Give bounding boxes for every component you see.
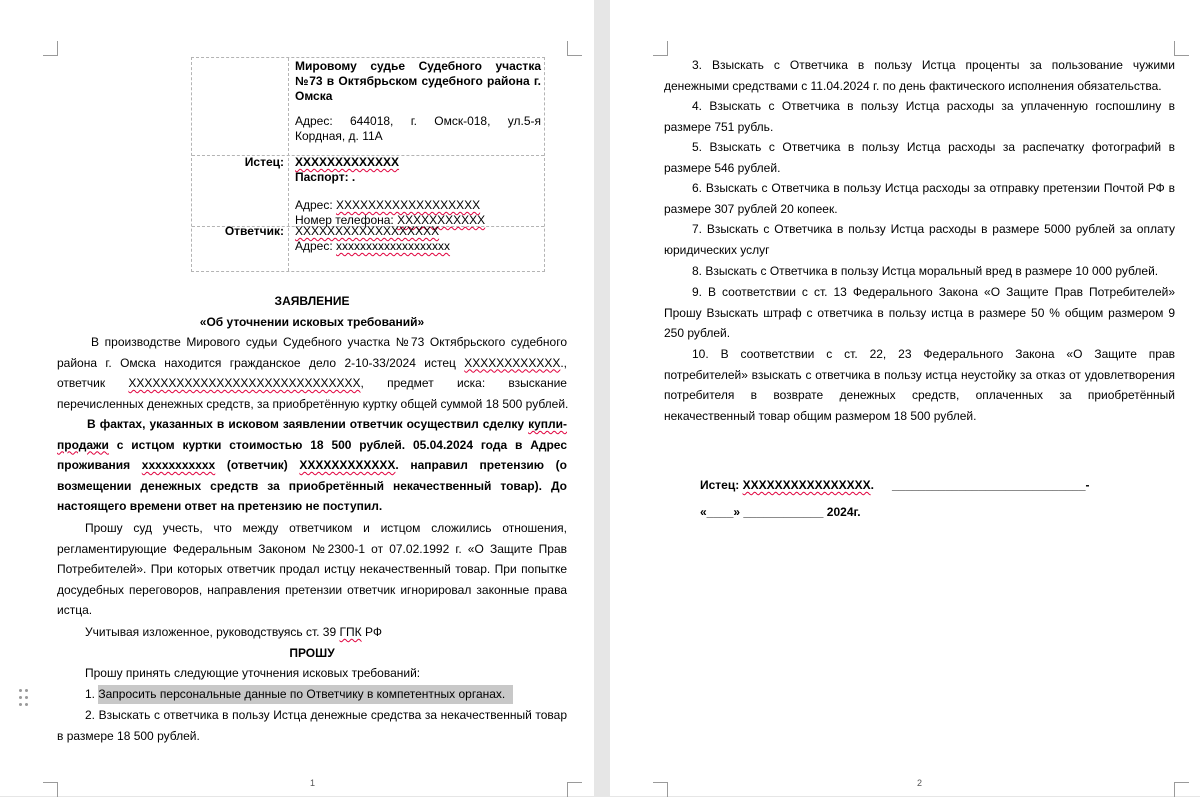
document-title: ЗАЯВЛЕНИЕ [274,294,350,308]
heading-prosu: ПРОШУ [289,646,335,660]
header-table [191,57,545,272]
court-addressee: Мировому судье Судебного участка №73 в Октябрьском судебного района г. Омска [295,59,541,103]
signature-line: _____________________________- [891,478,1090,492]
margin-corner-top-left [43,41,58,56]
defendant-label: Ответчик: [224,224,284,238]
paragraph-case-intro: В производстве Мирового судьи Судебного участка №73 Октябрьского судебного района г. Омска находится гражданское дело 2-10-33/2024 истец XXXXXXXXXXXX., ответчик XXXXXXXXXXXXXXXXXXXXXXXXXXXXX, предмет иска: взыскание перечисленных денежных средств, за приобретённую куртку общей суммой 18 500 рублей. [57,335,569,411]
court-address: Адрес: 644018, г. Омск-018, ул.5-я Кордная, д. 11А [295,114,541,143]
margin-corner-bottom-left [43,782,58,797]
paragraph-request-intro: Прошу принять следующие уточнения исковых требований: [85,666,421,680]
selected-text[interactable]: Запросить персональные данные по Ответчику в компетентных органах. [98,685,513,704]
list-item-7: 7. Взыскать с Ответчика в пользу Истца расходы в размере 5000 рублей за оплату юридических услуг [664,222,1175,257]
list-item-5: 5. Взыскать с Ответчика в пользу Истца расходы за распечатку фотографий в размере 546 рублей. [664,140,1175,175]
paragraph-considering: Учитывая изложенное, руководствуясь ст. 39 ГПК РФ [85,625,382,639]
margin-corner-bottom-right [1174,782,1189,797]
page-number: 1 [310,778,316,788]
drag-handle-icon[interactable] [19,689,29,709]
list-item-8: 8. Взыскать с Ответчика в пользу Истца моральный вред в размере 10 000 рублей. [692,264,1159,278]
date-line: «____» ____________ 2024г. [700,504,861,519]
margin-corner-bottom-left [653,782,668,797]
margin-corner-top-left [653,41,668,56]
list-item-2: 2. Взыскать с ответчика в пользу Истца денежные средства за некачественный товар в размере 18 500 рублей. [57,708,567,743]
document-subtitle: «Об уточнении исковых требований» [199,315,425,329]
paragraph-facts: В фактах, указанных в исковом заявлении ответчик осуществил сделку купли- продажи с истцом куртки стоимостью 18 500 рублей. 05.04.2024 года в Адрес проживания xxxxxxxxxxx (ответчик) XXXXXXXXXXXX. направил претензию (о возмещении денежных средств за приобретённый некачественный товар). До настоящего времени ответ на претензию не поступил. [57,417,568,514]
defendant-info: XXXXXXXXXXXXXXXXXX Адрес: xxxxxxxxxxxxxxxxxxx [295,224,451,253]
plaintiff-info: XXXXXXXXXXXXX Паспорт: . Адрес: XXXXXXXXXXXXXXXXXX Номер телефона: XXXXXXXXXXX [295,155,486,227]
list-item-4: 4. Взыскать с Ответчика в пользу Истца расходы за уплаченную госпошлину в размере 751 рубль. [664,99,1175,134]
list-item-9: 9. В соответствии с ст. 13 Федерального Закона «О Защите Прав Потребителей» Прошу Взыскать штраф с ответчика в пользу истца в размере 50 % общим размером 9 250 рублей. [664,285,1175,341]
list-item-6: 6. Взыскать с Ответчика в пользу Истца расходы за отправку претензии Почтой РФ в размере 307 рублей 20 копеек. [664,181,1175,216]
list-item-10: 10. В соответствии с ст. 22, 23 Федерального Закона «О Защите прав потребителей» взыскать с ответчика в пользу истца неустойку за отказ от удовлетворения потребителя в возврате денежных средств, оплаченных за приобретённый некачественный товар общим размером 18 500 рублей. [664,347,1175,423]
paragraph-relations: Прошу суд учесть, что между ответчиком и истцом сложились отношения, регламентирующие Федеральным Законом №2300-1 от 07.02.1992 г. «О Защите Прав Потребителей». При которых ответчик продал истцу некачественный товар. При попытке досудебных переговоров, направления претензии ответчик игнорировал законные права истца. [57,521,567,618]
margin-corner-top-right [1174,41,1189,56]
document-page-1 [0,0,594,796]
margin-corner-top-right [567,41,582,56]
list-item-3: 3. Взыскать с Ответчика в пользу Истца проценты за пользование чужими денежными средствами с 11.04.2024 г. по день фактического исполнения обязательства. [664,58,1175,93]
plaintiff-label: Истец: [244,155,284,169]
list-item-1: 1. Запросить персональные данные по Ответчику в компетентных органах. [57,684,567,705]
signature-block: Истец: XXXXXXXXXXXXXXXX. _____________________________- «____» ____________ 2024г. [700,475,1140,522]
margin-corner-bottom-right [567,782,582,797]
page-number: 2 [917,778,923,788]
